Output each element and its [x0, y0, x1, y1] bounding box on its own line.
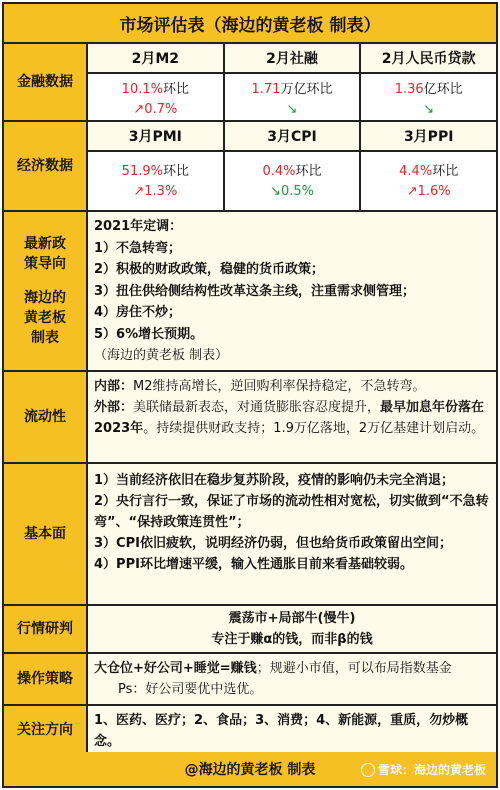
strategy-bold: 大仓位+好公司+睡觉=赚钱 [94, 661, 257, 676]
cell-header: 2月人民币贷款 [361, 44, 496, 74]
arrow-down-icon: ↘ [270, 184, 281, 199]
cell-change: 1.6% [417, 184, 451, 199]
policy-note: （海边的黄老板 制表） [94, 348, 229, 363]
footer-text: @海边的黄老板 制表 [184, 762, 316, 778]
policy-row [4, 212, 496, 372]
watermark-text: 雪球：海边的黄老板 [377, 763, 486, 777]
cell-change: 0.5% [280, 184, 314, 199]
liquidity-label: 流动性 [4, 372, 88, 462]
cell-value: 51.9% [121, 164, 163, 179]
outer-text-b: 。持续提供财政支持；1.9万亿落地，2万亿基建计划启动。 [143, 421, 485, 436]
list-item: 5）6%增长预期。 [94, 326, 204, 342]
list-item: 4）PPI环比增速平缓，输入性通胀目前来看基础较弱。 [94, 557, 413, 572]
list-item: 4）房住不炒； [94, 305, 182, 320]
list-item: 3）CPI依旧疲软，说明经济仍弱，但也给货币政策留出空间； [94, 536, 452, 551]
list-item: 2）积极的财政政策，稳健的货币政策； [94, 262, 325, 277]
cell-change: 0.7% [144, 102, 178, 117]
table-title: 市场评估表（海边的黄老板 制表） [4, 4, 496, 44]
liquidity-content [88, 372, 496, 462]
strategy-content [88, 654, 496, 704]
list-item: 3）扭住供给侧结构性改革这条主线，注重需求侧管理； [94, 283, 416, 299]
cell-value: 4.4% [399, 164, 433, 179]
strategy-note: Ps：好公司要优中选优。 [118, 682, 263, 697]
cell-value: 1.71 [251, 82, 281, 97]
cell-value: 10.1% [121, 82, 163, 97]
arrow-up-icon: ↗ [133, 184, 145, 199]
policy-content [88, 212, 496, 370]
inner-text: M2维持高增长，逆回购利率保持稳定，不急转弯。 [133, 379, 426, 394]
policy-label: 最新政 策导向 海边的 黄老板 制表 [4, 212, 88, 370]
list-item: 1）不急转弯； [94, 240, 182, 256]
cell-header: 2月社融 [225, 44, 360, 74]
research-line2: 专注于赚α的钱，而非β的钱 [211, 632, 373, 647]
arrow-down-icon: ↘ [423, 102, 435, 117]
cell-suffix: 环比 [432, 164, 459, 179]
cell-header: 3月PMI [88, 122, 223, 152]
research-line1: 震荡市+局部牛(慢牛) [228, 611, 356, 626]
cell-suffix: 亿环比 [423, 82, 463, 97]
finance-row [4, 44, 496, 122]
arrow-up-icon: ↗ [406, 184, 418, 199]
cell-suffix: 环比 [295, 164, 322, 179]
cell-suffix: 万亿环比 [280, 82, 333, 97]
economy-label: 经济数据 [4, 122, 88, 210]
economy-cells [88, 122, 496, 210]
finance-cell-rmb-loans [361, 44, 496, 120]
economy-cell-ppi [361, 122, 496, 210]
fundamentals-content [88, 464, 496, 604]
snowball-logo-icon [361, 763, 375, 777]
strategy-text: ；规避小市值，可以布局指数基金 [256, 661, 452, 676]
focus-label: 关注方向 [4, 706, 88, 754]
economy-cell-cpi [225, 122, 362, 210]
research-row [4, 606, 496, 654]
cell-header: 3月PPI [361, 122, 496, 152]
outer-text-bold: 最早加息年份落在2023年 [94, 400, 485, 436]
cell-change: 1.3% [144, 184, 178, 199]
focus-content: 1、医药、医疗；2、食品；3、消费；4、新能源，重质，勿炒概念。 [88, 706, 496, 754]
cell-header: 3月CPI [225, 122, 360, 152]
fundamentals-row [4, 464, 496, 606]
strategy-row [4, 654, 496, 706]
fundamentals-label: 基本面 [4, 464, 88, 604]
outer-text-a: 美联储最新表态，对通货膨胀容忍度提升， [133, 400, 381, 415]
outer-label: 外部： [94, 400, 134, 415]
assessment-table [2, 2, 498, 788]
cell-suffix: 环比 [162, 164, 189, 179]
policy-heading: 2021年定调： [94, 219, 183, 234]
arrow-down-icon: ↘ [286, 102, 298, 117]
watermark [361, 761, 486, 778]
research-label: 行情研判 [4, 606, 88, 652]
table-footer [4, 752, 496, 786]
finance-cell-m2 [88, 44, 225, 120]
economy-cell-pmi [88, 122, 225, 210]
strategy-label: 操作策略 [4, 654, 88, 704]
research-content [88, 606, 496, 652]
focus-row [4, 706, 496, 756]
liquidity-row [4, 372, 496, 464]
finance-cell-social-financing [225, 44, 362, 120]
finance-cells [88, 44, 496, 120]
cell-value: 0.4% [262, 164, 296, 179]
list-item: 2）央行言行一致，保证了市场的流动性相对宽松，切实做到“不急转弯”、“保持政策连贯性”； [94, 494, 489, 530]
list-item: 1）当前经济依旧在稳步复苏阶段，疫情的影响仍未完全消退； [94, 473, 455, 488]
cell-header: 2月M2 [88, 44, 223, 74]
finance-label: 金融数据 [4, 44, 88, 120]
inner-label: 内部： [94, 379, 134, 394]
economy-row [4, 122, 496, 212]
cell-value: 1.36 [394, 82, 424, 97]
arrow-up-icon: ↗ [133, 102, 145, 117]
cell-suffix: 环比 [162, 82, 189, 97]
